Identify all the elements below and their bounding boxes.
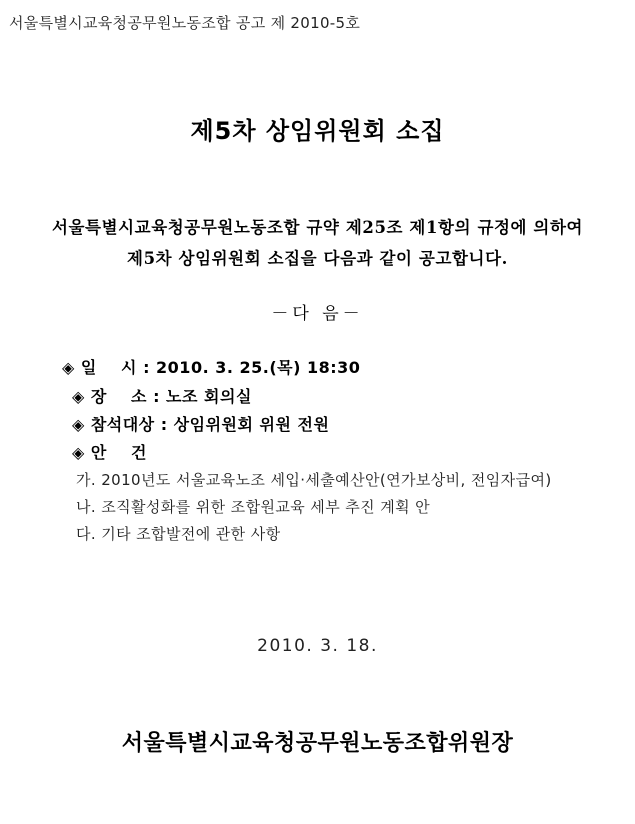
item-text: 일 시 : 2010. 3. 25.(목) 18:30 xyxy=(80,358,361,377)
item-text: 참석대상 : 상임위원회 위원 전원 xyxy=(90,415,330,434)
agenda-item: 나. 조직활성화를 위한 조합원교육 세부 추진 계획 안 xyxy=(76,498,431,516)
item-attendees xyxy=(72,412,329,435)
item-text: 장 소 : 노조 회의실 xyxy=(90,387,252,406)
signature-line: 서울특별시교육청공무원노동조합위원장 xyxy=(121,731,514,756)
item-datetime xyxy=(62,355,360,378)
intro-line-2: 제5차 상임위원회 소집을 다음과 같이 공고합니다. xyxy=(127,249,508,268)
item-text: 안 건 xyxy=(90,443,148,462)
diamond-bullet-icon: ◈ xyxy=(62,358,75,377)
item-location xyxy=(72,384,252,407)
notice-date: 2010. 3. 18. xyxy=(257,636,378,656)
agenda-item: 다. 기타 조합발전에 관한 사항 xyxy=(76,525,281,543)
intro-line-1: 서울특별시교육청공무원노동조합 규약 제25조 제1항의 규정에 의하여 xyxy=(51,218,584,237)
section-subheading: －다 음－ xyxy=(271,304,364,324)
page-title: 제5차 상임위원회 소집 xyxy=(190,117,445,145)
diamond-bullet-icon: ◈ xyxy=(72,387,85,406)
item-agenda xyxy=(72,440,147,463)
notice-number: 서울특별시교육청공무원노동조합 공고 제 2010-5호 xyxy=(9,14,361,32)
diamond-bullet-icon: ◈ xyxy=(72,443,85,462)
diamond-bullet-icon: ◈ xyxy=(72,415,85,434)
agenda-item: 가. 2010년도 서울교육노조 세입·세출예산안(연가보상비, 전임자급여) xyxy=(76,471,552,489)
